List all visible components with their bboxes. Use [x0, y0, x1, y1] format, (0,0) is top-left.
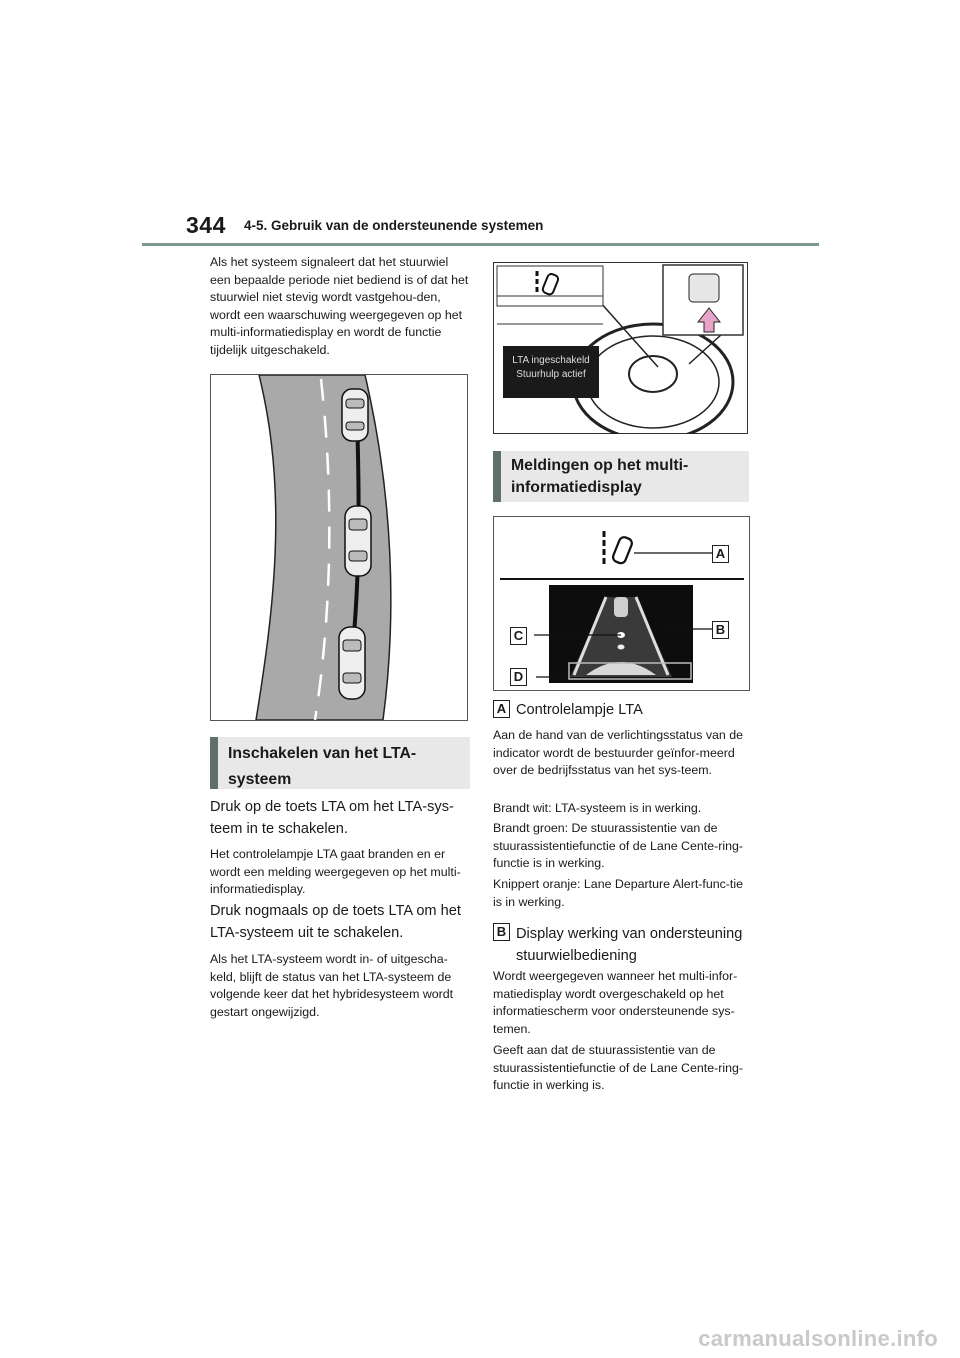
callout-a: A — [712, 545, 729, 563]
item-a-label: A — [493, 700, 510, 718]
item-b-label: B — [493, 923, 510, 941]
callout-d: D — [510, 668, 527, 686]
display-text-line2: Stuurhulp actief — [516, 369, 586, 380]
page-number: 344 — [186, 212, 226, 238]
steering-wheel-diagram — [493, 262, 748, 434]
header-rule — [142, 243, 819, 246]
callout-c: C — [510, 627, 527, 645]
road-illustration — [210, 374, 468, 721]
item-a-text-2: Brandt wit: LTA-systeem is in werking. — [493, 801, 702, 815]
car-top — [342, 389, 368, 441]
item-b-text-2: Geeft aan dat de stuurassistentie van de stuurassistentiefunctie of de Lane Cente-ring-functie in werking is. — [493, 1043, 744, 1093]
heading-messages: Meldingen op het multi-informatiedisplay — [493, 451, 749, 502]
item-b-text-1: Wordt weergegeven wanneer het multi-infor-matiedisplay wordt overgeschakeld op het informatiescherm voor ondersteunende sys-temen. — [493, 969, 738, 1036]
car-bottom — [339, 627, 365, 699]
display-callout-illustration — [493, 516, 750, 691]
road-lane-diagram — [211, 375, 467, 720]
car-middle — [345, 506, 371, 576]
dashboard-illustration — [493, 262, 748, 434]
step2-text: Druk nogmaals op de toets LTA om het LTA-systeem uit te schakelen. — [210, 903, 461, 941]
lta-button-icon — [689, 274, 719, 302]
intro-text: Als het systeem signaleert dat het stuurwiel een bepaalde periode niet bediend is of dat het stuurwiel niet stevig wordt vastgehou-den, wordt een waarschuwing weergegeven op het multi-informatiedisplay en wordt de functie tijdelijk uitgeschakeld. — [210, 255, 469, 357]
item-a-text-1: Aan de hand van de verlichtingsstatus van de indicator wordt de bestuurder geïnfor-meerd over de bedrijfsstatus van het sys-teem. — [493, 728, 744, 778]
lta-indicator-icon — [604, 531, 633, 565]
section-title: 4-5. Gebruik van de ondersteunende systemen — [244, 218, 544, 233]
heading-enable-lta: Inschakelen van het LTA-systeem — [210, 737, 470, 789]
item-a-text-3: Brandt groen: De stuurassistentie van de stuurassistentiefunctie of de Lane Cente-ring-functie is in werking. — [493, 821, 744, 871]
step2-note: Als het LTA-systeem wordt in- of uitgescha-keld, blijft de status van het LTA-systeem de volgende keer dat het hybridesysteem wordt gestart ongewijzigd. — [210, 952, 454, 1019]
item-a-text-4: Knippert oranje: Lane Departure Alert-func-tie is in werking. — [493, 877, 744, 909]
callout-b: B — [712, 621, 729, 639]
callout-diagram — [494, 517, 749, 690]
watermark: carmanualsonline.info — [698, 1326, 938, 1351]
item-a-title: Controlelampje LTA — [516, 702, 643, 718]
display-text-line1: LTA ingeschakeld — [512, 355, 590, 366]
step1-note: Het controlelampje LTA gaat branden en er wordt een melding weergegeven op het multi-informatiedisplay. — [210, 847, 461, 897]
item-b-title: Display werking van ondersteuning stuurwielbediening — [516, 926, 743, 964]
step1-text: Druk op de toets LTA om het LTA-sys-teem in te schakelen. — [210, 799, 454, 837]
